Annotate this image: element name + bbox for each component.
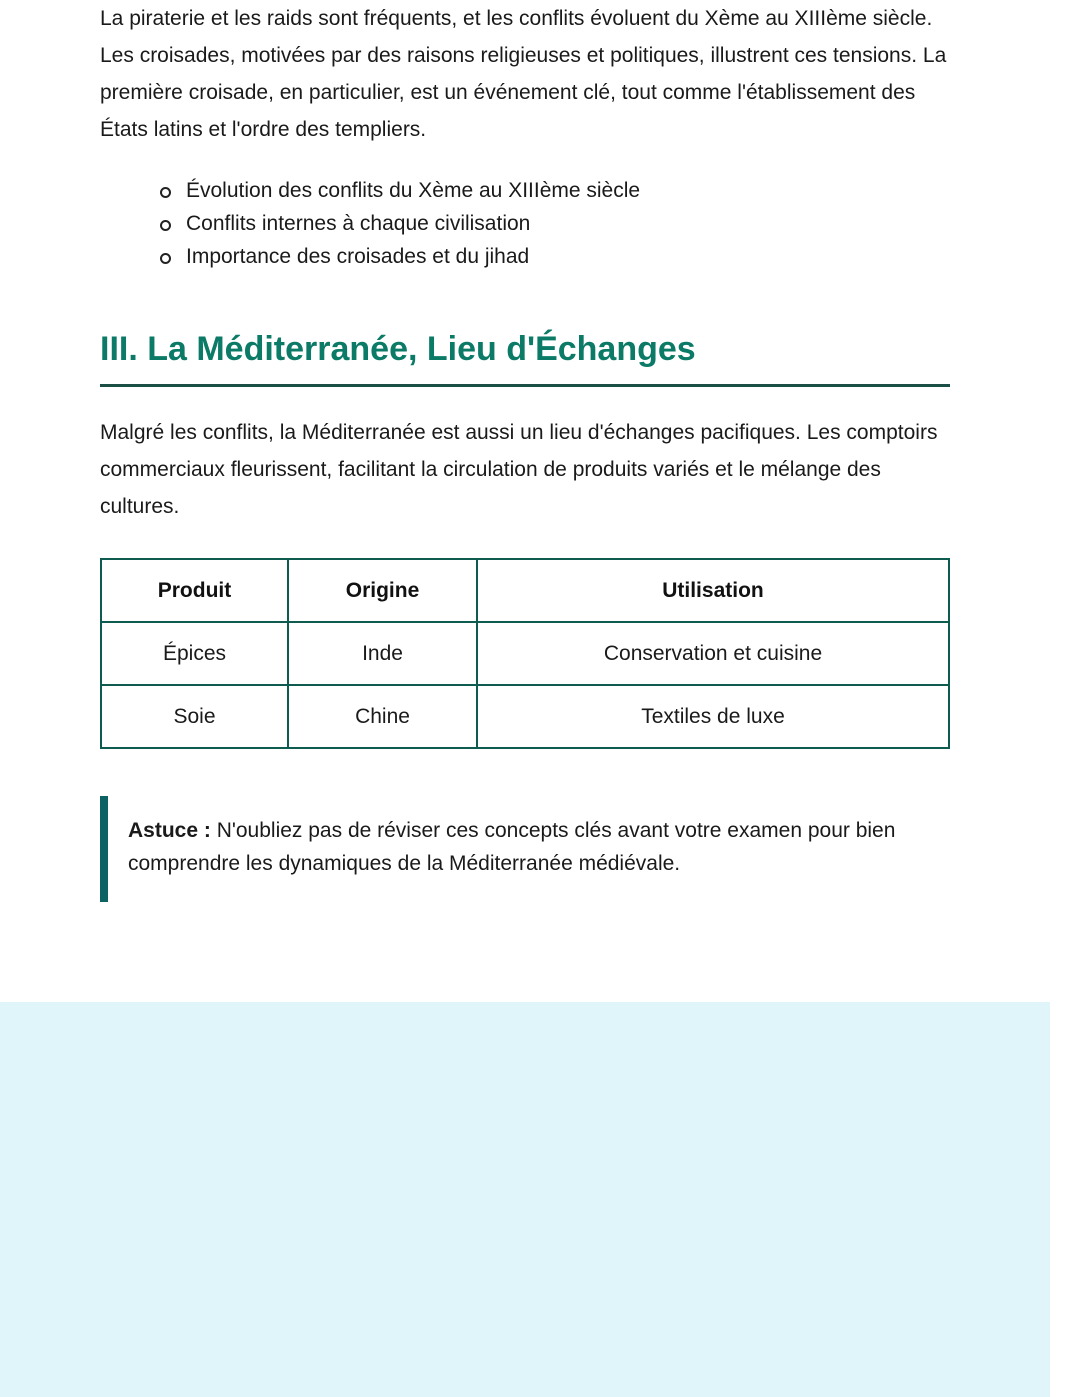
table-cell: Inde xyxy=(288,622,477,685)
products-table xyxy=(100,558,950,749)
tip-label: Astuce : xyxy=(128,819,211,842)
circle-bullet-icon xyxy=(160,187,171,198)
tip-text-block xyxy=(128,814,948,880)
table-header-row xyxy=(101,559,949,622)
header-origine: Origine xyxy=(288,559,477,622)
table-cell: Chine xyxy=(288,685,477,748)
table-row xyxy=(101,622,949,685)
table-cell: Épices xyxy=(101,622,288,685)
table-cell: Textiles de luxe xyxy=(477,685,949,748)
tip-text: N'oubliez pas de réviser ces concepts clés avant votre examen pour bien comprendre les dynamiques de la Méditerranée médiévale. xyxy=(128,819,896,875)
circle-bullet-icon xyxy=(160,220,171,231)
bottom-panel xyxy=(0,1002,1050,1397)
bullet-list xyxy=(160,174,640,273)
header-utilisation: Utilisation xyxy=(477,559,949,622)
tip-callout xyxy=(100,796,958,902)
list-item-text: Conflits internes à chaque civilisation xyxy=(186,212,531,235)
list-item xyxy=(160,207,640,240)
section-paragraph: Malgré les conflits, la Méditerranée est aussi un lieu d'échanges pacifiques. Les comptoirs commerciaux fleurissent, facilitant la circulation de produits variés et le mélange des cultures. xyxy=(100,421,938,518)
table-cell: Conservation et cuisine xyxy=(477,622,949,685)
intro-paragraph: La piraterie et les raids sont fréquents, et les conflits évoluent du Xème au XIIIème siècle. Les croisades, motivées par des raisons religieuses et politiques, illustrent ces tensions. La première croisade, en particulier, est un événement clé, tout comme l'établissement des États latins et l'ordre des templiers. xyxy=(100,7,947,141)
heading-divider xyxy=(100,384,950,387)
circle-bullet-icon xyxy=(160,253,171,264)
list-item-text: Importance des croisades et du jihad xyxy=(186,245,530,268)
header-produit: Produit xyxy=(101,559,288,622)
table-cell: Soie xyxy=(101,685,288,748)
list-item xyxy=(160,240,640,273)
section-heading: III. La Méditerranée, Lieu d'Échanges xyxy=(100,330,696,368)
table-row xyxy=(101,685,949,748)
list-item xyxy=(160,174,640,207)
list-item-text: Évolution des conflits du Xème au XIIIème siècle xyxy=(186,179,641,202)
